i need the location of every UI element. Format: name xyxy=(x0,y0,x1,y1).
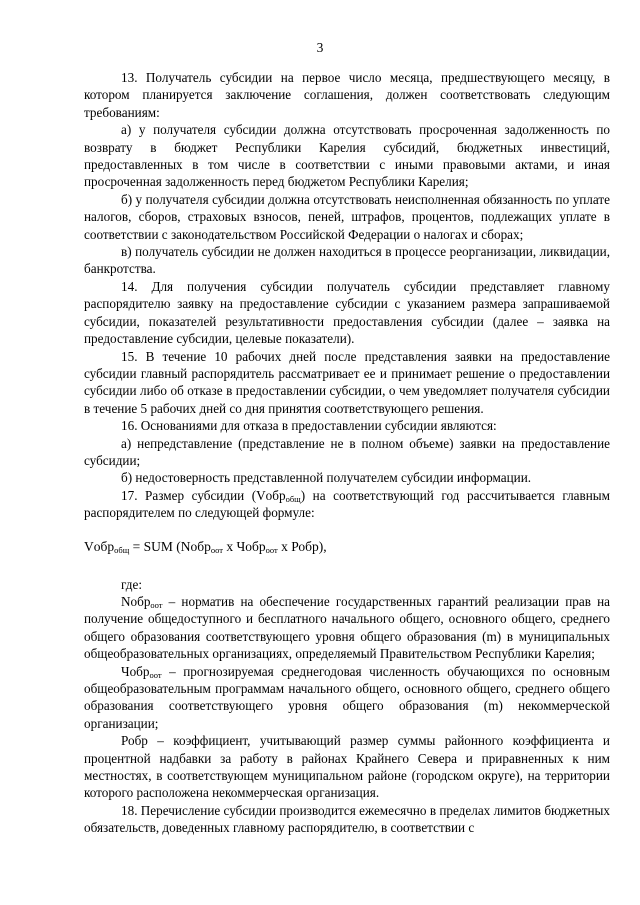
formula-sum: = SUM (Nобр xyxy=(129,538,211,554)
ch-subscript: оот xyxy=(149,669,162,680)
formula-tail: x Робр), xyxy=(277,538,327,554)
paragraph-13: 13. Получатель субсидии на первое число месяца, предшествующего месяцу, в котором планируется заключение соглашения, должен соответствовать следующим требованиям: xyxy=(84,70,610,120)
definition-ch xyxy=(84,663,610,733)
where-label: где: xyxy=(121,576,142,592)
paragraph-16b: б) недостоверность представленной получателем субсидии информации. xyxy=(121,470,532,486)
paragraph-13a: а) у получателя субсидии должна отсутствовать просроченная задолженность по возврату в бюджет Республики Карелия субсидий, бюджетных инвестиций, предоставленных в том числе в соответствии с иными правовыми актами, и иная просроченная задолженность перед бюджетом Республики Карелия; xyxy=(84,122,610,190)
formula-lhs: Vобр xyxy=(84,538,115,554)
n-definition: – норматив на обеспечение государственных гарантий реализации прав на получение общедоступного и бесплатного начального общего, основного общего, среднего общего образования соответствующего уровня общего образования (m) в муниципальных общеобразовательных организациях, определяемый Правительством Республики Карелия; xyxy=(84,593,610,662)
document-body xyxy=(84,69,610,837)
formula-n-sub: оот xyxy=(210,544,223,555)
paragraph-14: 14. Для получения субсидии получатель субсидии представляет главному распорядителю заявку на предоставление субсидии с указанием размера запрашиваемой субсидии, показателей результативности предоставления субсидии (далее – заявка на предоставление субсидии, целевые показатели). xyxy=(84,278,610,347)
paragraph-17 xyxy=(84,487,610,522)
n-subscript: оот xyxy=(150,599,163,610)
ch-definition: – прогнозируемая среднегодовая численность обучающихся по основным общеобразовательным программам начального общего, основного общего, среднего общего образования соответствующего уровня общего образования (m) некоммерческой организации; xyxy=(84,663,610,731)
n-symbol: Nобр xyxy=(121,593,151,609)
paragraph-16: 16. Основаниями для отказа в предоставлении субсидии являются: xyxy=(121,418,497,434)
ch-symbol: Чобр xyxy=(121,663,150,679)
page-number: 3 xyxy=(316,40,324,55)
formula xyxy=(84,538,610,556)
formula-ch: x Чобр xyxy=(222,538,266,554)
p17-text-end: ) на соответствующий год рассчитывается главным распорядителем по следующей формуле: xyxy=(84,487,611,521)
p17-subscript: общ xyxy=(285,493,301,504)
definition-r: Робр – коэффициент, учитывающий размер суммы районного коэффициента и процентной надбавки за работу в районах Крайнего Севера и приравненных к ним местностях, в соответствующем муниципальном районе (городском округе), на территории которого расположена некоммерческая организация. xyxy=(84,733,610,801)
p17-text-start: 17. Размер субсидии (Vобр xyxy=(121,487,286,503)
definition-n xyxy=(84,593,610,663)
formula-ch-sub: оот xyxy=(265,544,278,555)
paragraph-16a: а) непредставление (представление не в полном объеме) заявки на предоставление субсидии; xyxy=(84,435,610,468)
paragraph-15: 15. В течение 10 рабочих дней после представления заявки на предоставление субсидии главный распорядитель рассматривает ее и принимает решение о предоставлении субсидии либо об отказе в предоставлении субсидии, о чем уведомляет получателя субсидии в течение 5 рабочих дней со дня принятия соответствующего решения. xyxy=(84,348,610,416)
paragraph-13c: в) получатель субсидии не должен находиться в процессе реорганизации, ликвидации, банкротства. xyxy=(84,244,610,277)
formula-lhs-sub: общ xyxy=(114,544,130,555)
paragraph-13b: б) у получателя субсидии должна отсутствовать неисполненная обязанность по уплате налогов, сборов, страховых взносов, пеней, штрафов, процентов, подлежащих уплате в соответствии с законодательством Российской Федерации о налогах и сборах; xyxy=(84,191,610,242)
paragraph-18: 18. Перечисление субсидии производится ежемесячно в пределах лимитов бюджетных обязательств, доведенных главному распорядителю, в соответствии с xyxy=(84,802,610,836)
